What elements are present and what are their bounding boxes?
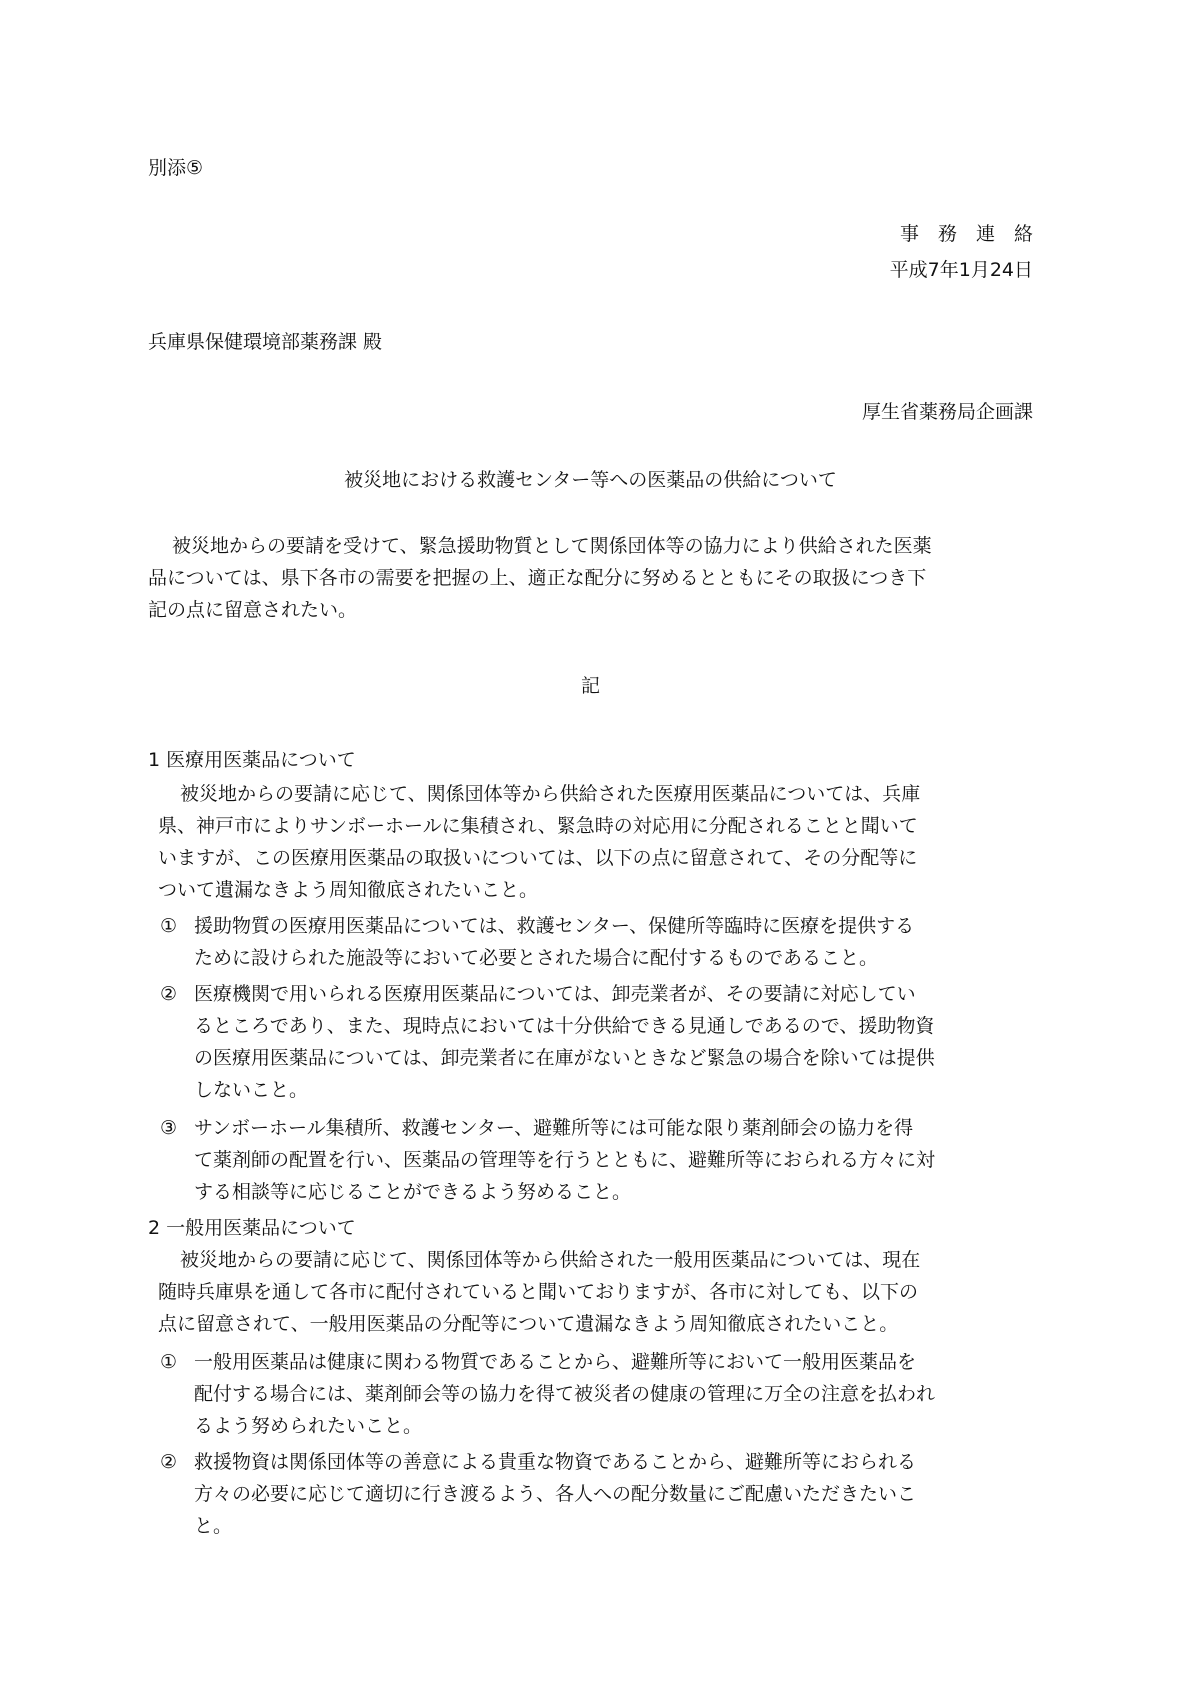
section-2-body [158, 1244, 1038, 1340]
list-item-line: ために設けられた施設等において必要とされた場合に配付するものであること。 [194, 947, 879, 969]
list-item-line: 一般用医薬品は健康に関わる物質であることから、避難所等において一般用医薬品を [194, 1351, 917, 1373]
section-1-item-1-marker: ① [160, 915, 178, 937]
document-type: 事 務 連 絡 [899, 223, 1033, 245]
page-title: 被災地における救護センター等への医薬品の供給について [344, 469, 837, 491]
section-1-body-line: いますが、この医療用医薬品の取扱いについては、以下の点に留意されて、その分配等に [158, 847, 918, 869]
section-1-item-3-marker: ③ [160, 1117, 178, 1139]
section-2-item-1 [194, 1346, 1040, 1442]
list-item-line: 医療機関で用いられる医療用医薬品については、卸売業者が、その要請に対応してい [194, 983, 916, 1005]
list-item-line: する相談等に応じることができるよう努めること。 [194, 1181, 632, 1203]
section-1-body [158, 778, 1038, 906]
list-item-line: しないこと。 [194, 1079, 309, 1101]
section-2-item-2-marker: ② [160, 1451, 178, 1473]
section-1-body-line: 被災地からの要請に応じて、関係団体等から供給された医療用医薬品については、兵庫 [180, 783, 921, 805]
addressee: 兵庫県保健環境部薬務課 殿 [148, 331, 383, 353]
intro-line: 品については、県下各市の需要を把握の上、適正な配分に努めるとともにその取扱につき下 [148, 567, 927, 589]
list-item-line: るところであり、また、現時点においては十分供給できる見通しであるので、援助物資 [194, 1015, 935, 1037]
section-2-item-1-marker: ① [160, 1351, 178, 1373]
ki-marker: 記 [580, 675, 600, 697]
list-item-line: サンボーホール集積所、救護センター、避難所等には可能な限り薬剤師会の協力を得 [194, 1117, 914, 1139]
section-1-item-1 [194, 910, 1040, 974]
intro-line: 記の点に留意されたい。 [148, 599, 358, 621]
section-2-body-line: 点に留意されて、一般用医薬品の分配等について遺漏なきよう周知徹底されたいこと。 [158, 1313, 899, 1335]
section-1-body-line: 県、神戸市によりサンボーホールに集積され、緊急時の対応用に分配されることと聞いて [158, 815, 918, 837]
section-2-body-line: 被災地からの要請に応じて、関係団体等から供給された一般用医薬品については、現在 [180, 1249, 921, 1271]
document-date: 平成7年1月24日 [889, 259, 1033, 281]
list-item-line: と。 [194, 1515, 233, 1537]
section-2-item-2 [194, 1446, 1040, 1542]
sender: 厚生省薬務局企画課 [861, 401, 1033, 423]
list-item-line: 救援物資は関係団体等の善意による貴重な物資であることから、避難所等におられる [194, 1451, 917, 1473]
attachment-label: 別添⑤ [148, 157, 204, 179]
section-1-item-2-marker: ② [160, 983, 178, 1005]
intro-paragraph [148, 530, 1038, 626]
list-item-line: て薬剤師の配置を行い、医薬品の管理等を行うとともに、避難所等におられる方々に対 [194, 1149, 936, 1171]
list-item-line: 援助物質の医療用医薬品については、救護センター、保健所等臨時に医療を提供する [194, 915, 915, 937]
section-2-body-line: 随時兵庫県を通して各市に配付されていると聞いておりますが、各市に対しても、以下の [158, 1281, 919, 1303]
section-1-body-line: ついて遺漏なきよう周知徹底されたいこと。 [158, 879, 539, 901]
list-item-line: 方々の必要に応じて適切に行き渡るよう、各人への配分数量にご配慮いただきたいこ [194, 1483, 917, 1505]
list-item-line: るよう努められたいこと。 [194, 1415, 423, 1437]
intro-line: 被災地からの要請を受けて、緊急援助物質として関係団体等の協力により供給された医薬 [172, 535, 932, 557]
section-2-heading: 2 一般用医薬品について [148, 1217, 356, 1239]
list-item-line: の医療用医薬品については、卸売業者に在庫がないときなど緊急の場合を除いては提供 [194, 1047, 935, 1069]
list-item-line: 配付する場合には、薬剤師会等の協力を得て被災者の健康の管理に万全の注意を払われ [194, 1383, 936, 1405]
section-1-item-2 [194, 978, 1040, 1106]
section-1-item-3 [194, 1112, 1040, 1208]
section-1-heading: 1 医療用医薬品について [148, 749, 356, 771]
